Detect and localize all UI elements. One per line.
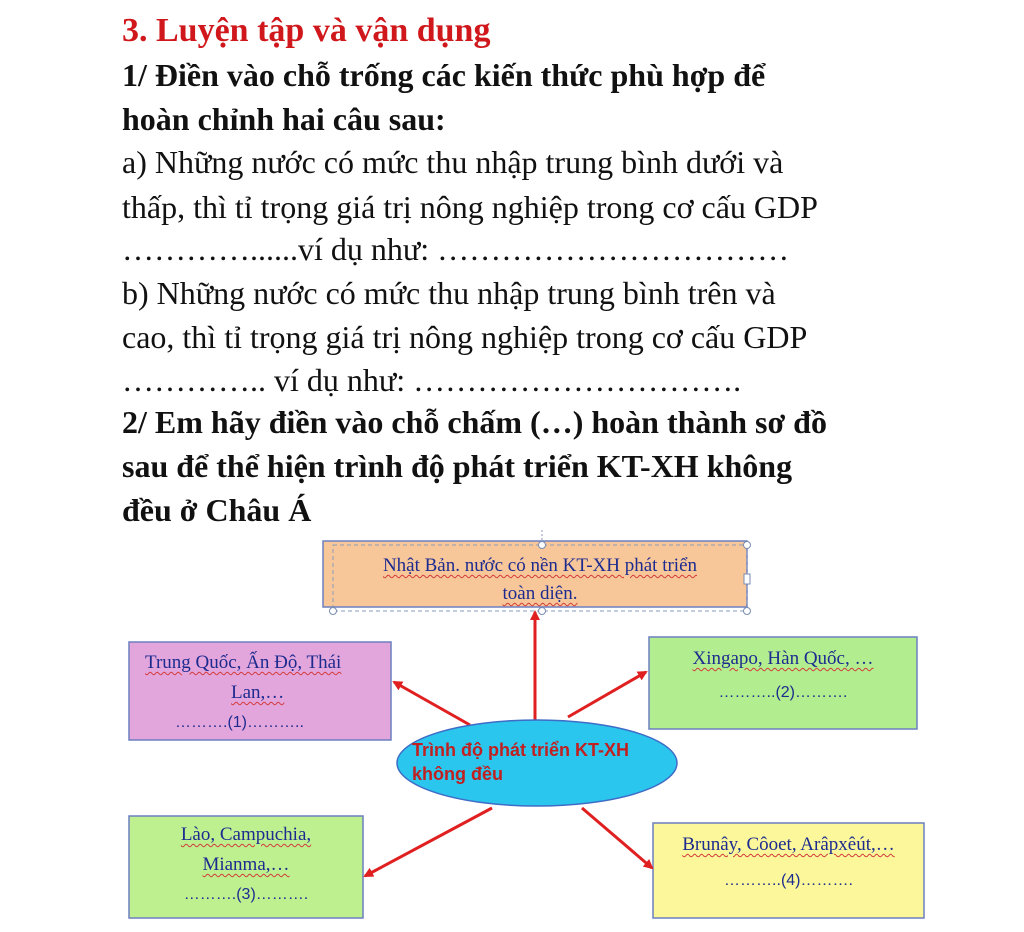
center-label-line-1: Trình độ phát triển KT-XH bbox=[412, 740, 629, 760]
right-top-box-line-1: Xingapo, Hàn Quốc, … bbox=[692, 648, 874, 669]
question-1-line-2: hoàn chỉnh hai câu sau: bbox=[122, 101, 446, 137]
left-top-box-line-2: Lan,… bbox=[231, 682, 285, 703]
selection-handle[interactable] bbox=[744, 608, 751, 615]
left-bottom-box-blank: ……….(3)………. bbox=[183, 886, 309, 903]
question-1b-line-2: cao, thì tỉ trọng giá trị nông nghiệp trong cơ cấu GDP bbox=[122, 319, 808, 355]
question-1b-blank-line: ………….. ví dụ như: …………………………. bbox=[122, 362, 742, 398]
selection-handle[interactable] bbox=[539, 542, 546, 549]
top-box-line-1: Nhật Bản. nước có nền KT-XH phát triển bbox=[382, 555, 698, 576]
arrow-to-right-bottom-box bbox=[582, 808, 652, 868]
selection-handle[interactable] bbox=[744, 542, 751, 549]
top-box-text[interactable] bbox=[333, 552, 747, 608]
selection-handle[interactable] bbox=[330, 608, 337, 615]
right-bottom-box-text bbox=[653, 830, 924, 896]
question-1a-blank-line: …………......ví dụ như: …………………………… bbox=[122, 231, 790, 267]
left-bottom-box-line-1: Lào, Campuchia, bbox=[180, 824, 312, 845]
top-box-line-2: toàn diện. bbox=[502, 583, 578, 604]
question-2-line-3: đều ở Châu Á bbox=[122, 492, 312, 528]
center-label-line-2: không đều bbox=[412, 764, 503, 784]
question-1-line-1: 1/ Điền vào chỗ trống các kiến thức phù hợp để bbox=[122, 57, 766, 93]
arrow-to-left-bottom-box bbox=[365, 808, 492, 876]
question-2-line-1: 2/ Em hãy điền vào chỗ chấm (…) hoàn thành sơ đồ bbox=[122, 404, 827, 440]
right-bottom-box-line-1: Brunây, Côoet, Arâpxêút,… bbox=[682, 834, 895, 855]
left-top-box-line-1: Trung Quốc, Ấn Độ, Thái bbox=[145, 652, 342, 673]
right-bottom-box-blank: ………..(4)………. bbox=[724, 872, 853, 889]
question-1a-line-2: thấp, thì tỉ trọng giá trị nông nghiệp trong cơ cấu GDP bbox=[122, 189, 818, 225]
left-bottom-box-line-2: Mianma,… bbox=[202, 854, 290, 875]
arrow-to-right-top-box bbox=[568, 672, 646, 717]
selection-handle[interactable] bbox=[539, 608, 546, 615]
arrow-to-left-top-box bbox=[394, 682, 470, 725]
right-top-box-text bbox=[649, 642, 917, 710]
left-top-box-blank: ……….(1)……….. bbox=[175, 714, 304, 731]
section-title: 3. Luyện tập và vận dụng bbox=[122, 12, 491, 49]
left-top-box-text bbox=[129, 648, 391, 738]
question-1a-line-1: a) Những nước có mức thu nhập trung bình dưới và bbox=[122, 144, 784, 180]
right-top-box-blank: ………..(2)………. bbox=[718, 684, 848, 701]
question-2-line-2: sau để thể hiện trình độ phát triển KT-XH không bbox=[122, 448, 793, 484]
center-label bbox=[412, 738, 682, 786]
left-bottom-box-text bbox=[129, 820, 363, 910]
question-1b-line-1: b) Những nước có mức thu nhập trung bình trên và bbox=[122, 275, 776, 311]
